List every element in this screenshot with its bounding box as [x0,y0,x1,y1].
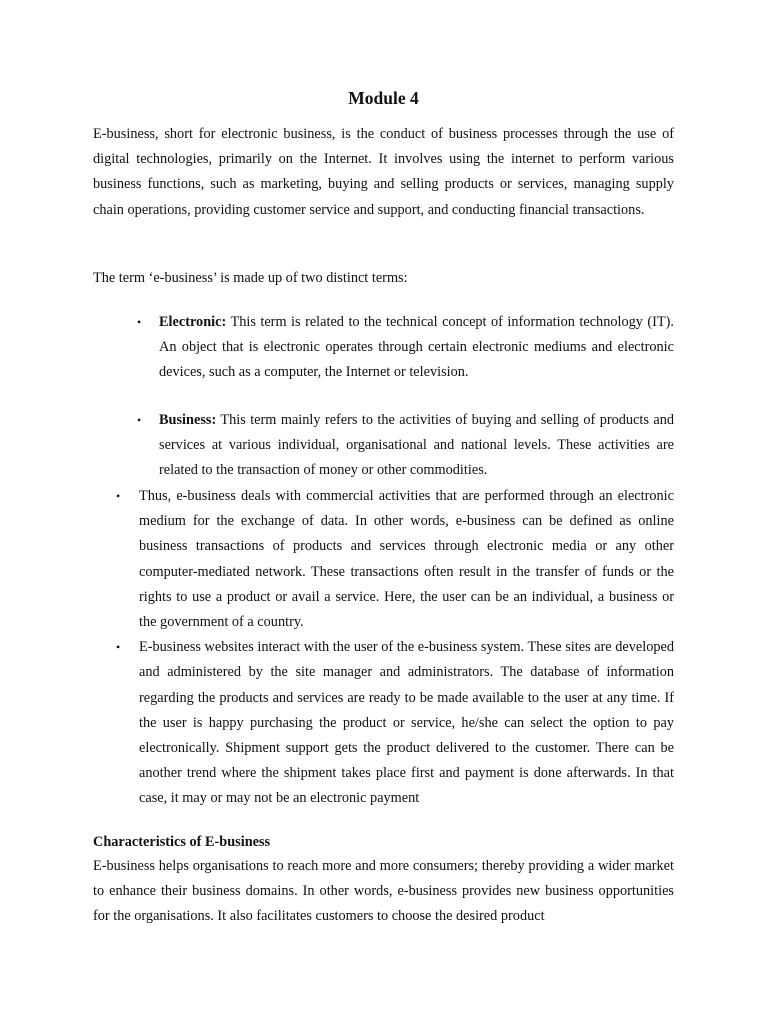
term-list-business [137,408,674,484]
term-intro-paragraph: The term ‘e-business’ is made up of two distinct terms: [93,270,408,286]
intro-paragraph: E-business, short for electronic business, is the conduct of business processes through the use of digital technologies, primarily on the Internet. It involves using the internet to perform various business functions, such as marketing, buying and selling products or services, managing supply chain operations, providing customer service and support, and conducting financial transactions. [93,126,674,218]
term-item-electronic [137,310,674,386]
page-title: Module 4 [348,88,419,108]
main-bullet-list [116,484,674,812]
list-item-text: Thus, e-business deals with commercial activities that are performed through an electronic medium for the exchange of data. In other words, e-business can be defined as online business transactions of products and services through electronic media or any other computer-mediated network. These transactions often result in the transfer of funds or the rights to use a product or avail a service. Here, the user can be an individual, a business or the government of a country. [139,488,674,631]
term-list-electronic [137,310,674,386]
term-name: Electronic: [159,314,227,330]
term-name: Business: [159,412,217,428]
term-description: This term is related to the technical concept of information technology (IT). An object that is electronic operates through certain electronic mediums and electronic devices, such as a computer, the Internet or television. [159,314,674,381]
bullet-icon: • [137,315,142,329]
list-item [116,635,674,811]
bullet-icon: • [137,413,142,427]
section-paragraph: E-business helps organisations to reach more and more consumers; thereby providing a wider market to enhance their business domains. In other words, e-business provides new business opportunities for the organisations. It also facilitates customers to choose the desired product [93,858,674,925]
list-item-text: E-business websites interact with the user of the e-business system. These sites are developed and administered by the site manager and administrators. The database of information regarding the products and services are ready to be made available to the user at any time. If the user is happy purchasing the product or service, he/she can select the option to pay electronically. Shipment support gets the product delivered to the customer. There can be another trend where the shipment takes place first and payment is done afterwards. In that case, it may or may not be an electronic payment [139,639,674,807]
term-description: This term mainly refers to the activities of buying and selling of products and services at various individual, organisational and national levels. These activities are related to the transaction of money or other commodities. [159,412,674,479]
term-item-business [137,408,674,484]
bullet-icon: • [116,640,121,655]
bullet-icon: • [116,489,121,503]
section-heading: Characteristics of E-business [93,834,271,850]
document-page [93,0,674,1024]
list-item [116,484,674,635]
